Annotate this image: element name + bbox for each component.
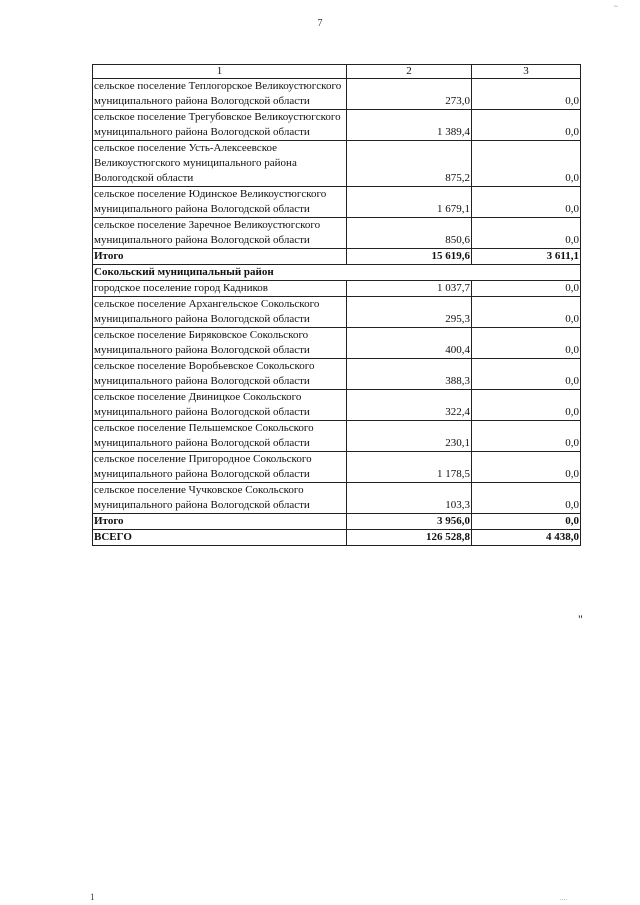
municipality-name: сельское поселение Юдинское Великоустюгского муниципального района Вологодской области <box>93 187 347 218</box>
amount-col-3: 0,0 <box>472 483 581 514</box>
section-header-row <box>93 265 581 281</box>
amount-col-2: 322,4 <box>347 390 472 421</box>
amount-col-3: 0,0 <box>472 328 581 359</box>
table-row <box>93 218 581 249</box>
footer-right-mark: .... <box>560 894 567 902</box>
amount-col-2: 850,6 <box>347 218 472 249</box>
amount-col-2: 103,3 <box>347 483 472 514</box>
budget-table-body <box>93 65 581 546</box>
corner-mark: ~ <box>613 2 618 11</box>
amount-col-2: 1 178,5 <box>347 452 472 483</box>
table-row <box>93 141 581 187</box>
section-title: Сокольский муниципальный район <box>93 265 581 281</box>
municipality-name: сельское поселение Двиницкое Сокольского муниципального района Вологодской области <box>93 390 347 421</box>
total-label: Итого <box>93 514 347 530</box>
amount-col-3: 0,0 <box>472 452 581 483</box>
amount-col-3: 0,0 <box>472 514 581 530</box>
header-col-3: 3 <box>472 65 581 79</box>
total-row <box>93 514 581 530</box>
municipality-name: сельское поселение Теплогорское Великоустюгского муниципального района Вологодской области <box>93 79 347 110</box>
municipality-name: сельское поселение Биряковское Сокольского муниципального района Вологодской области <box>93 328 347 359</box>
amount-col-2: 126 528,8 <box>347 530 472 546</box>
amount-col-2: 875,2 <box>347 141 472 187</box>
amount-col-2: 295,3 <box>347 297 472 328</box>
amount-col-3: 0,0 <box>472 218 581 249</box>
amount-col-2: 400,4 <box>347 328 472 359</box>
table-header-row <box>93 65 581 79</box>
amount-col-2: 3 956,0 <box>347 514 472 530</box>
header-col-1: 1 <box>93 65 347 79</box>
amount-col-2: 388,3 <box>347 359 472 390</box>
table-row <box>93 297 581 328</box>
amount-col-3: 0,0 <box>472 110 581 141</box>
table-row <box>93 421 581 452</box>
municipality-name: сельское поселение Пельшемское Сокольского муниципального района Вологодской области <box>93 421 347 452</box>
table-row <box>93 390 581 421</box>
municipality-name: сельское поселение Пригородное Сокольского муниципального района Вологодской области <box>93 452 347 483</box>
table-row <box>93 483 581 514</box>
amount-col-3: 0,0 <box>472 421 581 452</box>
amount-col-3: 0,0 <box>472 141 581 187</box>
amount-col-2: 15 619,6 <box>347 249 472 265</box>
table-row <box>93 328 581 359</box>
total-row <box>93 249 581 265</box>
header-col-2: 2 <box>347 65 472 79</box>
amount-col-2: 273,0 <box>347 79 472 110</box>
municipality-name: сельское поселение Чучковское Сокольского муниципального района Вологодской области <box>93 483 347 514</box>
amount-col-2: 230,1 <box>347 421 472 452</box>
municipality-name: городское поселение город Кадников <box>93 281 347 297</box>
total-label: ВСЕГО <box>93 530 347 546</box>
amount-col-3: 0,0 <box>472 390 581 421</box>
table-row <box>93 452 581 483</box>
total-row <box>93 530 581 546</box>
total-label: Итого <box>93 249 347 265</box>
page-number: 7 <box>317 18 323 29</box>
municipality-name: сельское поселение Воробьевское Сокольского муниципального района Вологодской области <box>93 359 347 390</box>
amount-col-3: 0,0 <box>472 281 581 297</box>
amount-col-2: 1 389,4 <box>347 110 472 141</box>
municipality-name: сельское поселение Усть-Алексеевское Великоустюгского муниципального района Вологодской области <box>93 141 347 187</box>
amount-col-3: 0,0 <box>472 359 581 390</box>
amount-col-3: 0,0 <box>472 297 581 328</box>
municipality-name: сельское поселение Архангельское Сокольского муниципального района Вологодской области <box>93 297 347 328</box>
table-row <box>93 359 581 390</box>
budget-table <box>92 64 581 546</box>
closing-quote: " <box>578 612 583 626</box>
municipality-name: сельское поселение Заречное Великоустюгского муниципального района Вологодской области <box>93 218 347 249</box>
amount-col-3: 3 611,1 <box>472 249 581 265</box>
municipality-name: сельское поселение Трегубовское Великоустюгского муниципального района Вологодской области <box>93 110 347 141</box>
amount-col-3: 0,0 <box>472 79 581 110</box>
table-row <box>93 110 581 141</box>
table-row <box>93 79 581 110</box>
amount-col-2: 1 037,7 <box>347 281 472 297</box>
amount-col-3: 4 438,0 <box>472 530 581 546</box>
amount-col-2: 1 679,1 <box>347 187 472 218</box>
table-row <box>93 281 581 297</box>
table-row <box>93 187 581 218</box>
amount-col-3: 0,0 <box>472 187 581 218</box>
footer-left-mark: 1 <box>90 892 95 902</box>
